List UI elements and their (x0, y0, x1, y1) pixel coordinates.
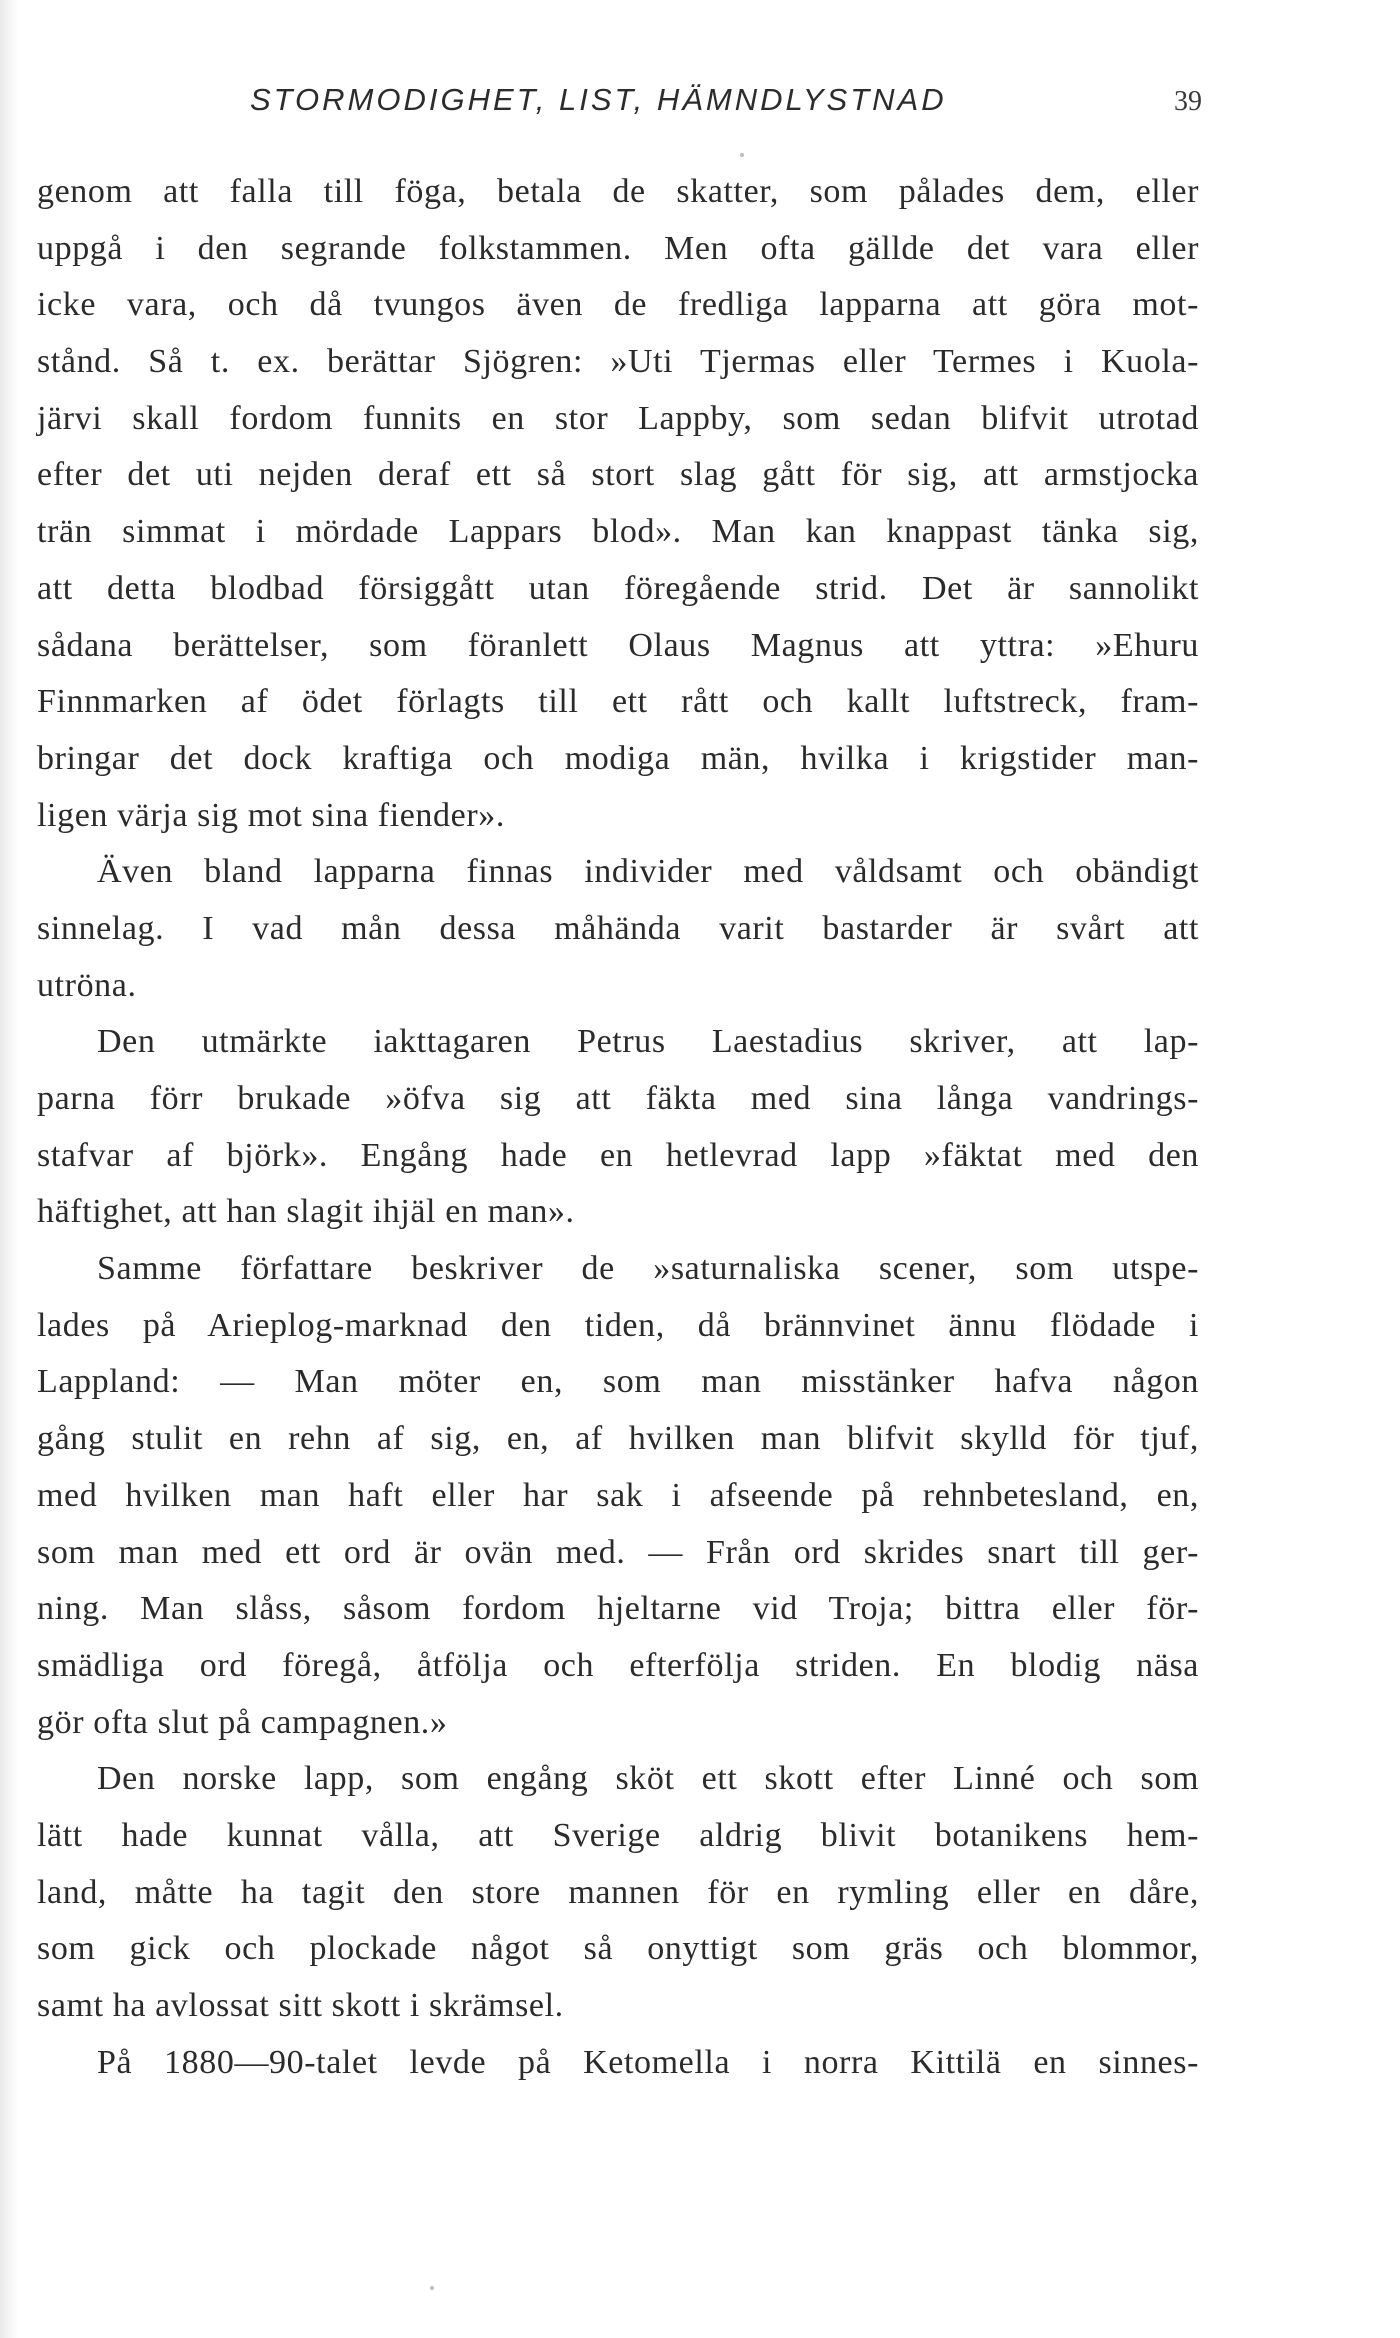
scan-speck (430, 2286, 434, 2290)
text-line: stånd. Så t. ex. berättar Sjögren: »Uti Tjermas eller Termes i Kuola- (37, 343, 1199, 381)
text-line: lätt hade kunnat vålla, att Sverige aldrig blivit botanikens hem- (37, 1816, 1199, 1854)
scan-edge-shadow (0, 0, 18, 2338)
text-line: sinnelag. I vad mån dessa måhända varit bastarder är svårt att (37, 909, 1199, 947)
text-line: trän simmat i mördade Lappars blod». Man kan knappast tänka sig, (37, 513, 1199, 551)
running-head (0, 82, 1400, 122)
text-line: stafvar af björk». Engång hade en hetlevrad lapp »fäktat med den (37, 1136, 1199, 1174)
text-line: som gick och plockade något så onyttigt som gräs och blommor, (37, 1930, 1199, 1968)
text-line: sådana berättelser, som föranlett Olaus Magnus att yttra: »Ehuru (37, 626, 1199, 664)
text-line: lades på Arieplog-marknad den tiden, då brännvinet ännu flödade i (37, 1306, 1199, 1344)
text-line: att detta blodbad försiggått utan föregående strid. Det är sannolikt (37, 569, 1199, 607)
text-line: Den utmärkte iakttagaren Petrus Laestadius skriver, att lap- (97, 1023, 1199, 1061)
text-line: smädliga ord föregå, åtfölja och efterfölja striden. En blodig näsa (37, 1646, 1199, 1684)
text-line: som man med ett ord är ovän med. — Från ord skrides snart till ger- (37, 1533, 1199, 1571)
text-line: uppgå i den segrande folkstammen. Men ofta gällde det vara eller (37, 229, 1199, 267)
text-line: med hvilken man haft eller har sak i afseende på rehnbetesland, en, (37, 1476, 1199, 1514)
text-line: Finnmarken af ödet förlagts till ett rått och kallt luftstreck, fram- (37, 683, 1199, 721)
text-line: gång stulit en rehn af sig, en, af hvilken man blifvit skylld för tjuf, (37, 1420, 1199, 1458)
text-line: parna förr brukade »öfva sig att fäkta med sina långa vandrings- (37, 1080, 1199, 1117)
text-line: Den norske lapp, som engång sköt ett skott efter Linné och som (97, 1760, 1199, 1798)
text-line: På 1880—90-talet levde på Ketomella i norra Kittilä en sinnes- (97, 2043, 1199, 2081)
text-line: utröna. (37, 966, 137, 1004)
body-text (37, 164, 1199, 2091)
text-line: Även bland lapparna finnas individer med våldsamt och obändigt (97, 853, 1199, 891)
scan-speck (740, 153, 744, 157)
text-line: järvi skall fordom funnits en stor Lappby, som sedan blifvit utrotad (37, 399, 1199, 437)
text-line: land, måtte ha tagit den store mannen för en rymling eller en dåre, (37, 1873, 1199, 1911)
text-line: gör ofta slut på campagnen.» (37, 1703, 448, 1741)
text-line: Lappland: — Man möter en, som man misstänker hafva någon (37, 1363, 1199, 1401)
page-number: 39 (1174, 86, 1202, 117)
text-line: ning. Man slåss, såsom fordom hjeltarne vid Troja; bittra eller för- (37, 1590, 1199, 1628)
text-line: efter det uti nejden deraf ett så stort slag gått för sig, att armstjocka (37, 456, 1199, 494)
text-line: genom att falla till föga, betala de skatter, som pålades dem, eller (37, 173, 1199, 210)
running-title: STORMODIGHET, LIST, HÄMNDLYSTNAD (250, 82, 947, 117)
text-line: Samme författare beskriver de »saturnaliska scener, som utspe- (97, 1250, 1199, 1288)
text-line: samt ha avlossat sitt skott i skrämsel. (37, 1987, 564, 2024)
text-line: bringar det dock kraftiga och modiga män, hvilka i krigstider man- (37, 739, 1199, 777)
text-line: häftighet, att han slagit ihjäl en man». (37, 1193, 575, 1231)
text-line: ligen värja sig mot sina fiender». (37, 796, 505, 834)
text-line: icke vara, och då tvungos även de fredliga lapparna att göra mot- (37, 286, 1199, 324)
